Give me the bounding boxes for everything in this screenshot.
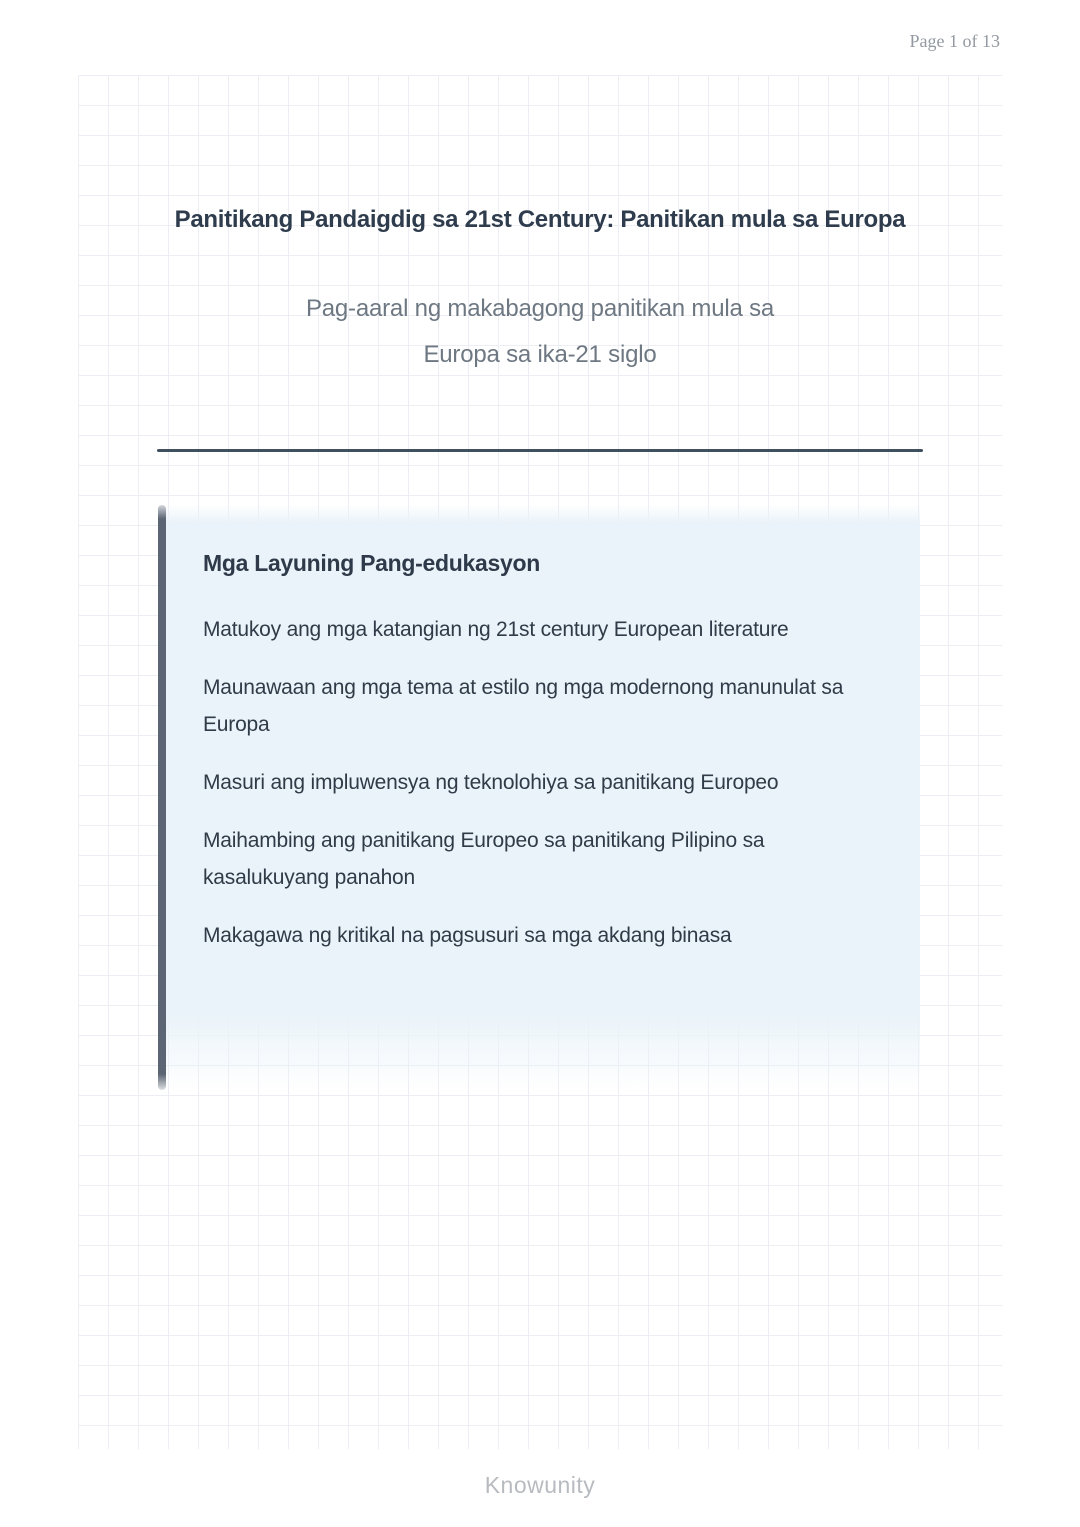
document-title: Panitikang Pandaigdig sa 21st Century: Panitikan mula sa Europa	[174, 206, 906, 233]
objective-item: Maunawaan ang mga tema at estilo ng mga modernong manunulat sa Europa	[203, 676, 844, 736]
callout-box	[158, 505, 920, 1090]
footer-brand: Knowunity	[484, 1472, 596, 1498]
grid-paper-sheet	[78, 75, 1002, 1449]
callout-left-bar	[158, 505, 166, 1090]
objective-item: Matukoy ang mga katangian ng 21st century European literature	[203, 618, 789, 641]
document-subtitle	[78, 286, 1002, 378]
objective-item: Masuri ang impluwensya ng teknolohiya sa panitikang Europeo	[203, 771, 779, 794]
subtitle-line-1: Pag-aaral ng makabagong panitikan mula sa	[305, 295, 775, 322]
objective-item: Maihambing ang panitikang Europeo sa panitikang Pilipino sa kasalukuyang panahon	[203, 829, 765, 889]
subtitle-line-2: Europa sa ika-21 siglo	[423, 341, 657, 368]
page-indicator: Page 1 of 13	[909, 31, 1000, 51]
objective-item: Makagawa ng kritikal na pagsusuri sa mga akdang binasa	[203, 924, 732, 947]
divider	[157, 449, 923, 452]
callout-heading: Mga Layuning Pang-edukasyon	[203, 550, 540, 576]
